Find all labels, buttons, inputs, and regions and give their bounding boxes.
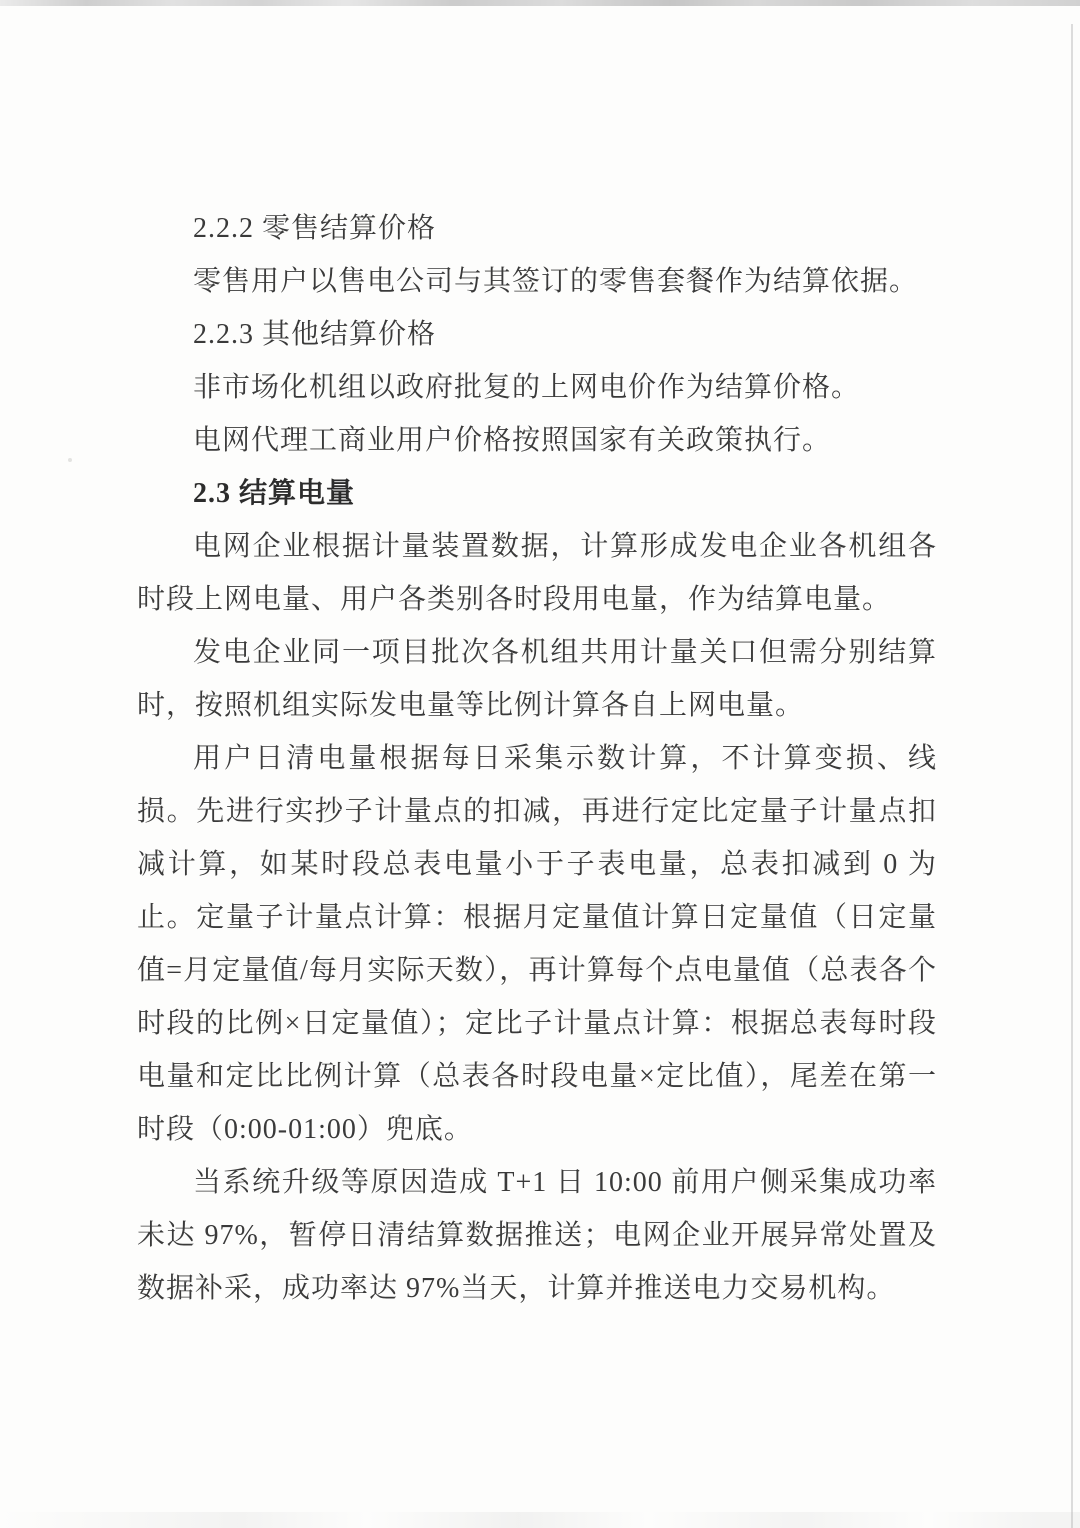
scan-artifact-top-strip — [0, 0, 1080, 6]
section-heading-2-3: 2.3 结算电量 — [193, 478, 356, 509]
paragraph-shared-metering-gateway: 发电企业同一项目批次各机组共用计量关口但需分别结算时，按照机组实际发电量等比例计算各自上网电量。 — [137, 637, 937, 721]
paragraph-daily-clearing-energy-rules: 用户日清电量根据每日采集示数计算，不计算变损、线损。先进行实抄子计量点的扣减，再进行定比定量子计量点扣减计算，如某时段总表电量小于子表电量，总表扣减到 0 为止。定量子计量点计算：根据月定量值计算日定量值（日定量值=月定量值/每月实际天数），再计算每个点电量值（总表各个时段的比例×日定量值）；定比子计量点计算：根据总表每时段电量和定比比例计算（总表各时段电量×定比值），尾差在第一时段（0:00-01:00）兜底。 — [137, 743, 937, 1145]
paragraph-retail-settlement-basis: 零售用户以售电公司与其签订的零售套餐作为结算依据。 — [193, 266, 919, 297]
section-heading-2-2-2: 2.2.2 零售结算价格 — [193, 213, 437, 244]
paragraph-grid-agency-price: 电网代理工商业用户价格按照国家有关政策执行。 — [193, 425, 832, 456]
paragraph-system-upgrade-exception-handling: 当系统升级等原因造成 T+1 日 10:00 前用户侧采集成功率未达 97%，暂停日清结算数据推送；电网企业开展异常处置及数据补采，成功率达 97%当天，计算并推送电力交易机构。 — [137, 1167, 937, 1304]
paragraph-settlement-energy-calculation: 电网企业根据计量装置数据，计算形成发电企业各机组各时段上网电量、用户各类别各时段用电量，作为结算电量。 — [137, 531, 937, 615]
scan-speckle — [68, 458, 72, 462]
paragraph-non-market-units-price: 非市场化机组以政府批复的上网电价作为结算价格。 — [193, 372, 861, 403]
scan-artifact-bottom-strip — [0, 1512, 1080, 1528]
document-body — [137, 202, 937, 1315]
scan-artifact-right-edge-line — [1071, 24, 1073, 1528]
section-heading-2-2-3: 2.2.3 其他结算价格 — [193, 319, 437, 350]
